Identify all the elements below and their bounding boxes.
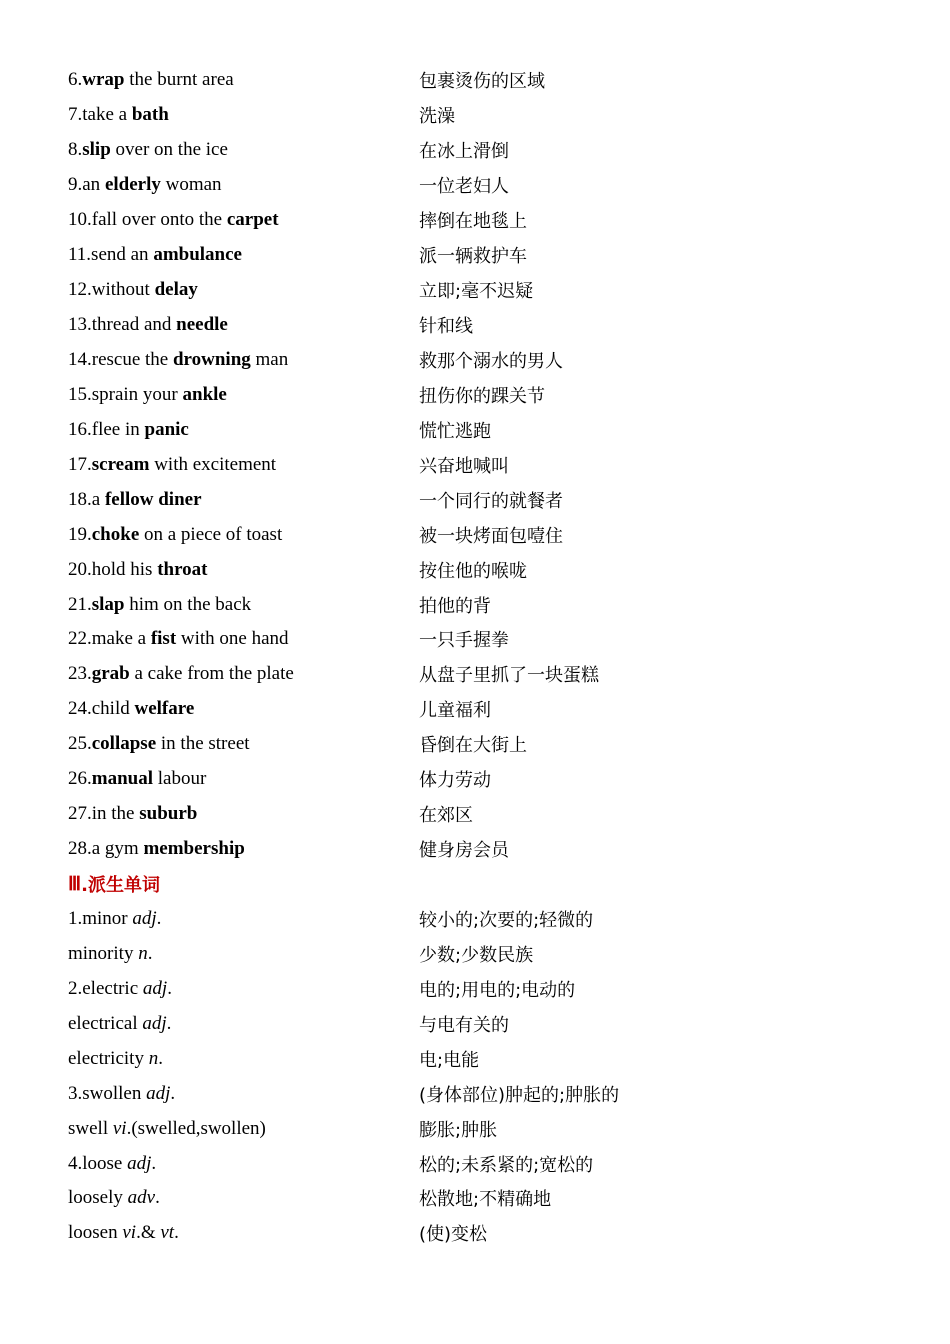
keyword: panic: [144, 418, 189, 440]
derived-word-row: [68, 1216, 888, 1251]
phrase-english: [68, 768, 419, 790]
phrase-row: [68, 447, 888, 482]
text-segment: 12.without: [68, 279, 155, 301]
phrase-row: [68, 308, 888, 343]
keyword: drowning: [172, 348, 251, 370]
phrase-english: [68, 174, 419, 196]
text-segment: electricity: [68, 1047, 149, 1069]
derived-word-chinese: 少数;少数民族: [419, 944, 534, 966]
phrase-chinese: 在冰上滑倒: [419, 141, 509, 163]
text-segment: 14.rescue the: [68, 348, 173, 370]
derived-word-row: [68, 971, 888, 1006]
derived-word-english: [68, 943, 419, 965]
text-segment: .: [147, 942, 153, 964]
derived-word-row: [68, 1006, 888, 1041]
derived-word-english: [68, 978, 419, 1000]
keyword: suburb: [139, 803, 198, 825]
text-segment: .: [174, 1222, 179, 1244]
keyword: throat: [157, 558, 208, 580]
text-segment: the burnt area: [124, 69, 234, 91]
derived-word-english: [68, 1153, 419, 1175]
derived-word-row: [68, 1181, 888, 1216]
phrase-english: [68, 454, 419, 476]
text-segment: .: [156, 907, 162, 929]
phrase-row: [68, 552, 888, 587]
keyword: delay: [154, 279, 198, 301]
phrase-chinese: 包裹烫伤的区域: [419, 71, 545, 93]
text-segment: 2.electric: [68, 977, 143, 999]
phrase-english: [68, 314, 419, 336]
derived-word-chinese: 较小的;次要的;轻微的: [419, 909, 594, 931]
part-of-speech: adv: [127, 1187, 156, 1209]
text-segment: 10.fall over onto the: [68, 209, 227, 231]
part-of-speech: adj: [142, 977, 168, 999]
phrase-chinese: 兴奋地喊叫: [419, 455, 509, 477]
text-segment: 9.an: [68, 174, 105, 196]
keyword: scream: [91, 453, 150, 475]
text-segment: with excitement: [149, 453, 277, 475]
phrase-chinese: 洗澡: [419, 106, 455, 128]
part-of-speech: n: [138, 942, 148, 964]
keyword: choke: [91, 523, 140, 545]
phrase-row: [68, 168, 888, 203]
keyword: wrap: [82, 69, 125, 91]
text-segment: loosen: [68, 1222, 123, 1244]
phrase-english: [68, 419, 419, 441]
text-segment: over on the ice: [110, 139, 228, 161]
text-segment: 24.child: [68, 698, 135, 720]
part-of-speech: adj: [142, 1012, 167, 1034]
keyword: ambulance: [153, 244, 242, 266]
text-segment: a cake from the plate: [129, 663, 294, 685]
phrase-row: [68, 133, 888, 168]
phrase-row: [68, 832, 888, 867]
phrase-row: [68, 238, 888, 273]
text-segment: .: [155, 1187, 160, 1209]
derived-word-row: [68, 1041, 888, 1076]
section-numeral: Ⅲ: [68, 873, 82, 895]
derived-word-english: [68, 1187, 419, 1209]
phrase-english: [68, 524, 419, 546]
phrase-english: [68, 663, 419, 685]
phrase-chinese: 扭伤你的踝关节: [419, 385, 545, 407]
derived-word-chinese: 电;电能: [419, 1049, 480, 1071]
derived-word-chinese: 与电有关的: [419, 1014, 509, 1036]
text-segment: 16.flee in: [68, 418, 145, 440]
phrase-row: [68, 587, 888, 622]
text-segment: 8.: [68, 139, 83, 161]
phrase-row: [68, 797, 888, 832]
keyword: fellow diner: [104, 488, 202, 510]
text-segment: 22.make a: [68, 628, 151, 650]
phrase-english: [68, 733, 419, 755]
text-segment: 18.a: [68, 488, 105, 510]
text-segment: .&: [136, 1222, 161, 1244]
phrase-english: [68, 139, 419, 161]
keyword: needle: [176, 314, 228, 336]
text-segment: 20.hold his: [68, 558, 158, 580]
text-segment: 25.: [68, 733, 92, 755]
derived-word-english: [68, 1083, 419, 1105]
derived-word-english: [68, 1013, 419, 1035]
text-segment: .(swelled,swollen): [126, 1117, 266, 1139]
derived-word-chinese: 膨胀;肿胀: [419, 1119, 498, 1141]
derived-word-row: [68, 902, 888, 937]
phrase-row: [68, 203, 888, 238]
text-segment: .: [151, 1152, 157, 1174]
part-of-speech: adj: [132, 907, 157, 929]
text-segment: 13.thread and: [68, 314, 177, 336]
phrase-chinese: 拍他的背: [419, 595, 491, 617]
derived-word-chinese: (身体部位)肿起的;肿胀的: [419, 1084, 620, 1106]
phrase-row: [68, 482, 888, 517]
text-segment: 27.in the: [68, 803, 140, 825]
derived-word-row: [68, 1076, 888, 1111]
text-segment: man: [250, 348, 289, 370]
keyword: collapse: [91, 733, 157, 755]
text-segment: .: [158, 1047, 163, 1069]
text-segment: 7.take a: [68, 104, 132, 126]
phrase-english: [68, 628, 419, 650]
keyword: welfare: [134, 698, 195, 720]
phrase-english: [68, 384, 419, 406]
keyword: slip: [82, 139, 111, 161]
phrase-row: [68, 98, 888, 133]
phrase-row: [68, 517, 888, 552]
phrase-english: [68, 803, 419, 825]
text-segment: .: [167, 977, 172, 999]
phrase-chinese: 摔倒在地毯上: [419, 211, 527, 233]
phrase-row: [68, 273, 888, 308]
derived-word-english: [68, 908, 419, 930]
phrase-row: [68, 412, 888, 447]
text-segment: 19.: [68, 523, 92, 545]
part-of-speech: n: [148, 1047, 159, 1069]
derived-word-row: [68, 936, 888, 971]
phrase-english: [68, 838, 419, 860]
section-title: .派生单词: [81, 875, 160, 897]
derived-word-chinese: (使)变松: [419, 1224, 488, 1246]
phrase-chinese: 一个同行的就餐者: [419, 490, 563, 512]
keyword: grab: [91, 663, 130, 685]
phrase-chinese: 昏倒在大街上: [419, 735, 527, 757]
part-of-speech: vi: [122, 1222, 137, 1244]
phrase-chinese: 慌忙逃跑: [419, 420, 491, 442]
text-segment: .: [166, 1012, 172, 1034]
derived-word-english: [68, 1048, 419, 1070]
text-segment: labour: [153, 768, 207, 790]
part-of-speech: vi: [112, 1117, 127, 1139]
text-segment: 4.loose: [68, 1152, 128, 1174]
text-segment: 1.minor: [68, 907, 133, 929]
phrase-row: [68, 657, 888, 692]
phrase-english: [68, 698, 419, 720]
phrase-english: [68, 244, 419, 266]
phrase-chinese: 在郊区: [419, 805, 473, 827]
phrase-row: [68, 692, 888, 727]
keyword: bath: [131, 104, 169, 126]
phrase-english: [68, 279, 419, 301]
phrase-english: [68, 349, 419, 371]
part-of-speech: adj: [146, 1082, 171, 1104]
text-segment: 11.send an: [68, 244, 154, 266]
text-segment: electrical: [68, 1012, 143, 1034]
phrase-row: [68, 343, 888, 378]
phrase-chinese: 一位老妇人: [419, 176, 509, 198]
phrase-row: [68, 727, 888, 762]
keyword: elderly: [104, 174, 161, 196]
phrase-english: [68, 489, 419, 511]
phrase-row: [68, 762, 888, 797]
text-segment: 3.swollen: [68, 1082, 147, 1104]
phrase-english: [68, 104, 419, 126]
derived-word-chinese: 松的;未系紧的;宽松的: [419, 1154, 594, 1176]
phrase-chinese: 从盘子里抓了一块蛋糕: [419, 665, 599, 687]
text-segment: him on the back: [124, 593, 252, 615]
derived-word-row: [68, 1111, 888, 1146]
derived-word-english: [68, 1118, 419, 1140]
text-segment: 21.: [68, 593, 92, 615]
phrase-chinese: 体力劳动: [419, 770, 491, 792]
section-heading: [68, 867, 888, 902]
text-segment: 15.sprain your: [68, 383, 183, 405]
keyword: ankle: [182, 383, 227, 405]
vocabulary-list: [68, 63, 888, 1251]
phrase-chinese: 按住他的喉咙: [419, 560, 527, 582]
keyword: membership: [143, 838, 245, 860]
text-segment: 6.: [68, 69, 83, 91]
phrase-chinese: 立即;毫不迟疑: [419, 281, 534, 303]
text-segment: 26.: [68, 768, 92, 790]
part-of-speech: vt: [160, 1222, 175, 1244]
phrase-chinese: 针和线: [419, 316, 473, 338]
phrase-chinese: 被一块烤面包噎住: [419, 525, 563, 547]
phrase-row: [68, 63, 888, 98]
phrase-row: [68, 622, 888, 657]
derived-word-chinese: 电的;用电的;电动的: [419, 979, 576, 1001]
phrase-chinese: 健身房会员: [419, 840, 509, 862]
keyword: carpet: [226, 209, 279, 231]
text-segment: on a piece of toast: [139, 523, 283, 545]
phrase-chinese: 救那个溺水的男人: [419, 350, 563, 372]
phrase-chinese: 派一辆救护车: [419, 246, 527, 268]
derived-word-chinese: 松散地;不精确地: [419, 1189, 552, 1211]
phrase-chinese: 儿童福利: [419, 700, 491, 722]
text-segment: with one hand: [176, 628, 289, 650]
phrase-english: [68, 209, 419, 231]
keyword: slap: [91, 593, 125, 615]
phrase-english: [68, 69, 419, 91]
text-segment: 17.: [68, 453, 92, 475]
text-segment: woman: [160, 174, 222, 196]
derived-word-english: [68, 1222, 419, 1244]
text-segment: 23.: [68, 663, 92, 685]
keyword: manual: [91, 768, 153, 790]
phrase-row: [68, 377, 888, 412]
text-segment: swell: [68, 1117, 113, 1139]
text-segment: .: [170, 1082, 176, 1104]
keyword: fist: [150, 628, 177, 650]
part-of-speech: adj: [127, 1152, 152, 1174]
text-segment: loosely: [68, 1187, 128, 1209]
phrase-english: [68, 594, 419, 616]
phrase-english: [68, 559, 419, 581]
text-segment: minority: [68, 942, 139, 964]
derived-word-row: [68, 1146, 888, 1181]
text-segment: 28.a gym: [68, 838, 144, 860]
text-segment: in the street: [156, 733, 250, 755]
phrase-chinese: 一只手握拳: [419, 630, 509, 652]
